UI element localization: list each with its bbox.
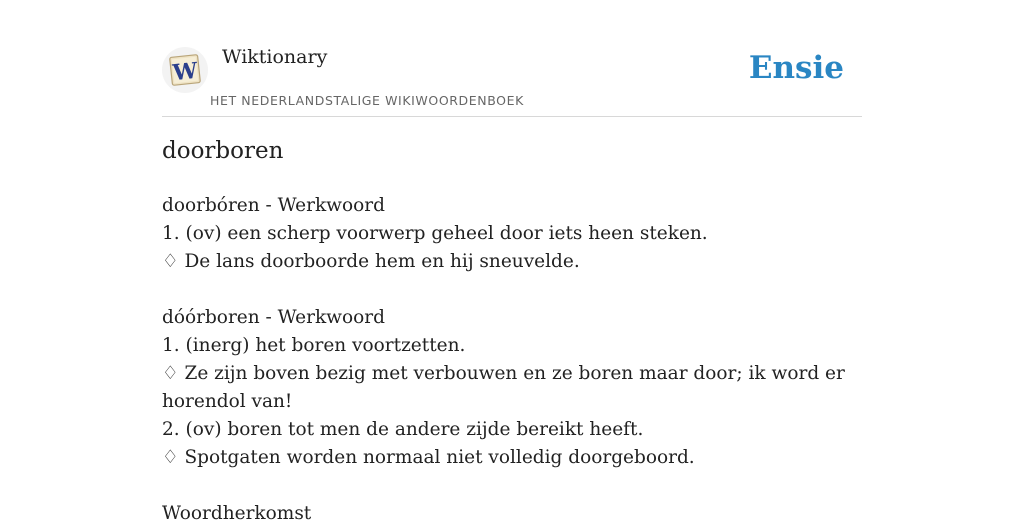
site-tagline: HET NEDERLANDSTALIGE WIKIWOORDENBOEK [210, 93, 524, 108]
entry-spacer [162, 276, 862, 304]
site-header [162, 44, 862, 117]
definition-line: 1. (ov) een scherp voorwerp geheel door iets heen steken. [162, 223, 708, 244]
example-line: ♢ Ze zijn boven bezig met verbouwen en ze boren maar door; ik word er horendol van! [162, 363, 845, 412]
etymology-heading: Woordherkomst [162, 503, 312, 524]
logo-letter: W [171, 57, 199, 87]
wiktionary-logo-icon[interactable] [162, 47, 208, 93]
ensie-brand-link[interactable]: Ensie [748, 50, 844, 86]
page-title: doorboren [162, 138, 284, 164]
entry-headword: dóórboren - Werkwoord [162, 307, 385, 328]
definition-line: 2. (ov) boren tot men de andere zijde bereikt heeft. [162, 419, 644, 440]
example-line: ♢ Spotgaten worden normaal niet volledig doorgeboord. [162, 447, 695, 468]
definition-line: 1. (inerg) het boren voortzetten. [162, 335, 466, 356]
entry-spacer [162, 472, 862, 500]
definition-content [162, 192, 862, 528]
logo-tile-graphic [166, 51, 204, 89]
site-name[interactable]: Wiktionary [222, 46, 328, 68]
entry-headword: doorbóren - Werkwoord [162, 195, 385, 216]
example-line: ♢ De lans doorboorde hem en hij sneuvelde. [162, 251, 580, 272]
